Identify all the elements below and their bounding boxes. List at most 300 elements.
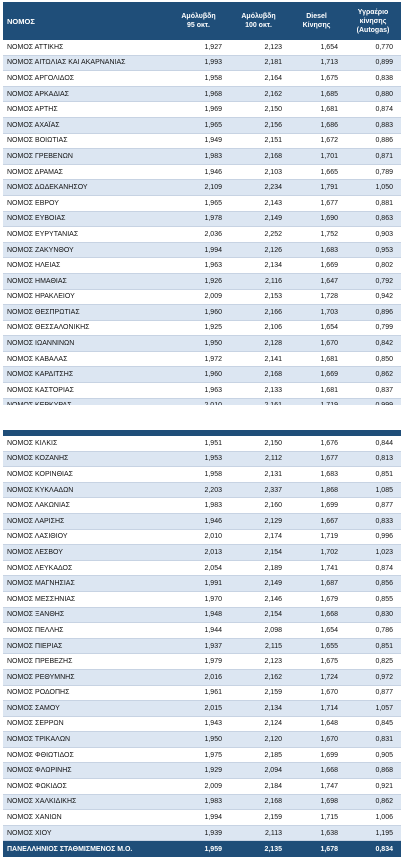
cell-autogas: 0,905 [375,751,393,759]
cell-unleaded95: 1,963 [204,386,222,394]
cell-unleaded100: 2,131 [264,470,282,478]
cell-name: ΝΟΜΟΣ ΑΧΑΪΑΣ [7,121,60,129]
cell-unleaded100: 2,168 [264,371,282,379]
table-row [3,748,401,764]
cell-diesel: 1,681 [320,106,338,114]
cell-diesel: 1,791 [320,184,338,192]
cell-name: ΝΟΜΟΣ ΕΥΒΟΙΑΣ [7,215,66,223]
cell-unleaded95: 1,944 [204,626,222,634]
cell-diesel: 1,667 [320,517,338,525]
table-row [3,274,401,290]
cell-autogas: 0,851 [375,642,393,650]
cell-name: ΝΟΜΟΣ ΚΑΡΔΙΤΣΗΣ [7,371,74,379]
cell-diesel: 1,655 [320,642,338,650]
cell-diesel: 1,654 [320,626,338,634]
table-row [3,321,401,337]
header-diesel: Diesel Κίνησης [302,13,331,29]
header-name: ΝΟΜΟΣ [7,16,35,26]
cell-unleaded95: 1,943 [204,720,222,728]
cell-autogas: 0,877 [375,689,393,697]
cell-name: ΝΟΜΟΣ ΒΟΙΩΤΙΑΣ [7,137,68,145]
cell-unleaded95: 1,963 [204,262,222,270]
cell-autogas: 0,850 [375,355,393,363]
total-autogas: 0,834 [375,845,393,853]
cell-unleaded100: 2,123 [264,658,282,666]
cell-diesel: 1,701 [320,152,338,160]
cell-autogas: 0,770 [375,43,393,51]
cell-diesel: 1,715 [320,814,338,822]
cell-autogas: 0,802 [375,262,393,270]
cell-unleaded100: 2,134 [264,704,282,712]
cell-name: ΝΟΜΟΣ ΛΑΣΙΘΙΟΥ [7,533,68,541]
cell-unleaded95: 2,054 [204,564,222,572]
table-row [3,180,401,196]
cell-name: ΝΟΜΟΣ ΕΥΡΥΤΑΝΙΑΣ [7,230,79,238]
cell-name: ΝΟΜΟΣ ΣΕΡΡΩΝ [7,720,64,728]
cell-unleaded95: 1,953 [204,455,222,463]
cell-unleaded100: 2,252 [264,230,282,238]
cell-unleaded100: 2,164 [264,74,282,82]
cell-unleaded100: 2,134 [264,262,282,270]
table-header [3,2,401,40]
cell-autogas: 0,855 [375,595,393,603]
cell-unleaded100: 2,160 [264,502,282,510]
cell-name: ΝΟΜΟΣ ΗΛΕΙΑΣ [7,262,61,270]
cell-unleaded100: 2,159 [264,689,282,697]
cell-autogas: 0,921 [375,782,393,790]
cell-unleaded95: 1,979 [204,658,222,666]
cell-name: ΝΟΜΟΣ ΑΡΚΑΔΙΑΣ [7,90,69,98]
cell-autogas: 0,942 [375,293,393,301]
cell-unleaded95: 1,965 [204,121,222,129]
cell-unleaded100: 2,154 [264,611,282,619]
cell-name: ΝΟΜΟΣ ΛΕΣΒΟΥ [7,548,63,556]
cell-unleaded95: 1,946 [204,168,222,176]
table-row [3,670,401,686]
table-row [3,196,401,212]
cell-name: ΝΟΜΟΣ ΚΙΛΚΙΣ [7,439,58,447]
cell-autogas: 0,871 [375,152,393,160]
cell-name: ΝΟΜΟΣ ΠΙΕΡΙΑΣ [7,642,63,650]
table-row [3,336,401,352]
cell-diesel: 1,683 [320,246,338,254]
cell-diesel: 1,683 [320,470,338,478]
cell-autogas: 0,868 [375,767,393,775]
cell-unleaded95: 1,946 [204,517,222,525]
cell-unleaded100: 2,124 [264,720,282,728]
cell-unleaded100: 2,120 [264,736,282,744]
table-body-2 [3,436,401,841]
cell-diesel: 1,747 [320,782,338,790]
cell-unleaded95: 1,939 [204,829,222,837]
cell-unleaded100: 2,133 [264,386,282,394]
cell-name: ΝΟΜΟΣ ΑΤΤΙΚΗΣ [7,43,64,51]
table-row [3,561,401,577]
cell-name: ΝΟΜΟΣ ΛΑΚΩΝΙΑΣ [7,502,70,510]
cell-unleaded100: 2,149 [264,580,282,588]
cell-name: ΝΟΜΟΣ ΙΩΑΝΝΙΝΩΝ [7,340,75,348]
cell-diesel: 1,724 [320,673,338,681]
cell-name: ΝΟΜΟΣ ΛΕΥΚΑΔΟΣ [7,564,73,572]
cell-name: ΝΟΜΟΣ ΧΑΝΙΩΝ [7,814,62,822]
total-unleaded100: 2,135 [264,845,282,853]
table-row [3,608,401,624]
fuel-prices-table-1 [3,2,401,430]
table-row [3,623,401,639]
cell-unleaded95: 2,109 [204,184,222,192]
cell-autogas: 0,881 [375,199,393,207]
cell-name: ΝΟΜΟΣ ΦΘΙΩΤΙΔΟΣ [7,751,74,759]
cell-name: ΝΟΜΟΣ ΚΟΖΑΝΗΣ [7,455,69,463]
cell-unleaded95: 1,994 [204,814,222,822]
table-row [3,40,401,56]
cell-unleaded95: 1,950 [204,736,222,744]
cell-unleaded100: 2,106 [264,324,282,332]
cell-unleaded100: 2,181 [264,59,282,67]
cell-name: ΝΟΜΟΣ ΓΡΕΒΕΝΩΝ [7,152,73,160]
cell-name: ΝΟΜΟΣ ΜΕΣΣΗΝΙΑΣ [7,595,76,603]
table-row [3,452,401,468]
cell-name: ΝΟΜΟΣ ΘΕΣΠΡΩΤΙΑΣ [7,308,80,316]
cell-unleaded100: 2,337 [264,486,282,494]
cell-diesel: 1,698 [320,798,338,806]
cell-autogas: 0,789 [375,168,393,176]
cell-unleaded100: 2,162 [264,90,282,98]
cell-diesel: 1,719 [320,533,338,541]
cell-diesel: 1,648 [320,720,338,728]
table-row [3,134,401,150]
cell-autogas: 0,863 [375,215,393,223]
cell-autogas: 0,842 [375,340,393,348]
cell-unleaded95: 2,015 [204,704,222,712]
cell-unleaded100: 2,098 [264,626,282,634]
cell-diesel: 1,681 [320,386,338,394]
cell-unleaded100: 2,153 [264,293,282,301]
cell-unleaded95: 1,948 [204,611,222,619]
cell-diesel: 1,702 [320,548,338,556]
table-row [3,686,401,702]
cell-name: ΝΟΜΟΣ ΠΡΕΒΕΖΗΣ [7,658,73,666]
cell-autogas: 0,799 [375,324,393,332]
cell-name: ΝΟΜΟΣ ΤΡΙΚΑΛΩΝ [7,736,71,744]
cell-autogas: 0,792 [375,277,393,285]
cell-name: ΝΟΜΟΣ ΦΛΩΡΙΝΗΣ [7,767,72,775]
table-row [3,258,401,274]
cell-diesel: 1,752 [320,230,338,238]
cell-autogas: 0,874 [375,564,393,572]
cell-diesel: 1,670 [320,689,338,697]
cell-unleaded95: 2,009 [204,293,222,301]
cell-autogas: 0,903 [375,230,393,238]
cell-diesel: 1,638 [320,829,338,837]
cell-diesel: 1,741 [320,564,338,572]
cell-unleaded95: 2,016 [204,673,222,681]
cell-diesel: 1,713 [320,59,338,67]
cell-name: ΝΟΜΟΣ ΜΑΓΝΗΣΙΑΣ [7,580,75,588]
cell-unleaded100: 2,141 [264,355,282,363]
table-row [3,483,401,499]
cell-unleaded95: 1,968 [204,90,222,98]
cell-unleaded95: 1,969 [204,106,222,114]
cell-diesel: 1,679 [320,595,338,603]
cell-diesel: 1,675 [320,658,338,666]
header-unleaded95: Αμόλυβδη 95 οκτ. [181,13,216,29]
cell-unleaded100: 2,150 [264,106,282,114]
cell-name: ΝΟΜΟΣ ΘΕΣΣΑΛΟΝΙΚΗΣ [7,324,90,332]
cell-name: ΝΟΜΟΣ ΑΡΤΗΣ [7,106,58,114]
cell-autogas: 0,845 [375,720,393,728]
cell-autogas: 0,833 [375,517,393,525]
table-row [3,352,401,368]
cell-unleaded95: 1,994 [204,246,222,254]
table-row [3,592,401,608]
cell-diesel: 1,672 [320,137,338,145]
cell-diesel: 1,669 [320,262,338,270]
cell-unleaded95: 1,949 [204,137,222,145]
cell-diesel: 1,676 [320,439,338,447]
table-row [3,305,401,321]
cell-unleaded95: 1,927 [204,43,222,51]
total-diesel: 1,678 [320,845,338,853]
cell-unleaded95: 1,951 [204,439,222,447]
cell-name: ΝΟΜΟΣ ΦΩΚΙΔΟΣ [7,782,67,790]
cell-name: ΝΟΜΟΣ ΣΑΜΟΥ [7,704,60,712]
cell-unleaded100: 2,128 [264,340,282,348]
header-autogas: Υγραέριο κίνησης (Autogas) [356,8,390,34]
cell-autogas: 1,085 [375,486,393,494]
cell-diesel: 1,647 [320,277,338,285]
cell-unleaded100: 2,126 [264,246,282,254]
cell-autogas: 0,972 [375,673,393,681]
cell-unleaded100: 2,185 [264,751,282,759]
cell-unleaded100: 2,159 [264,814,282,822]
table-row [3,514,401,530]
cell-autogas: 0,862 [375,371,393,379]
cell-name: ΝΟΜΟΣ ΗΜΑΘΙΑΣ [7,277,67,285]
table-row [3,795,401,811]
cell-diesel: 1,681 [320,355,338,363]
cell-name: ΝΟΜΟΣ ΠΕΛΛΗΣ [7,626,64,634]
cell-name: ΝΟΜΟΣ ΑΡΓΟΛΙΔΟΣ [7,74,75,82]
table-row [3,56,401,72]
cell-name: ΝΟΜΟΣ ΗΡΑΚΛΕΙΟΥ [7,293,75,301]
cell-diesel: 1,670 [320,340,338,348]
cell-name: ΝΟΜΟΣ ΧΑΛΚΙΔΙΚΗΣ [7,798,77,806]
cell-diesel: 1,685 [320,90,338,98]
cell-name: ΝΟΜΟΣ ΡΟΔΟΠΗΣ [7,689,70,697]
table-row [3,436,401,452]
cell-autogas: 0,896 [375,308,393,316]
table-row [3,530,401,546]
cell-diesel: 1,675 [320,74,338,82]
cell-unleaded95: 1,978 [204,215,222,223]
cell-unleaded95: 2,009 [204,782,222,790]
cell-diesel: 1,654 [320,324,338,332]
cell-autogas: 1,195 [375,829,393,837]
cell-name: ΝΟΜΟΣ ΑΙΤΩΛΙΑΣ ΚΑΙ ΑΚΑΡΝΑΝΙΑΣ [7,59,126,67]
cell-name: ΝΟΜΟΣ ΚΥΚΛΑΔΩΝ [7,486,74,494]
table-row [3,383,401,399]
cell-unleaded95: 1,983 [204,502,222,510]
cell-unleaded100: 2,115 [265,642,282,650]
cell-unleaded100: 2,116 [265,277,282,285]
cell-diesel: 1,868 [320,486,338,494]
table-row [3,545,401,561]
table-body-1 [3,40,401,430]
table-row [3,149,401,165]
cell-unleaded100: 2,184 [264,782,282,790]
cell-name: ΝΟΜΟΣ ΡΕΘΥΜΝΗΣ [7,673,75,681]
cell-name: ΝΟΜΟΣ ΞΑΝΘΗΣ [7,611,65,619]
cell-autogas: 0,996 [375,533,393,541]
cell-unleaded100: 2,150 [264,439,282,447]
cell-unleaded100: 2,168 [264,798,282,806]
cell-autogas: 0,883 [375,121,393,129]
table-row [3,639,401,655]
cell-diesel: 1,699 [320,502,338,510]
cell-diesel: 1,670 [320,736,338,744]
cell-autogas: 0,851 [375,470,393,478]
table-row [3,290,401,306]
table-row [3,654,401,670]
table-row [3,779,401,795]
cell-unleaded100: 2,129 [264,517,282,525]
cell-unleaded100: 2,156 [264,121,282,129]
cell-name: ΝΟΜΟΣ ΛΑΡΙΣΗΣ [7,517,65,525]
cell-unleaded100: 2,151 [264,137,282,145]
cell-unleaded100: 2,146 [264,595,282,603]
cell-unleaded95: 1,991 [204,580,222,588]
cell-unleaded100: 2,162 [264,673,282,681]
cell-unleaded95: 1,929 [204,767,222,775]
table-row [3,367,401,383]
cell-autogas: 0,830 [375,611,393,619]
cell-autogas: 0,886 [375,137,393,145]
table-row [3,87,401,103]
cell-diesel: 1,668 [320,611,338,619]
cell-unleaded95: 1,965 [204,199,222,207]
cell-unleaded100: 2,149 [264,215,282,223]
total-unleaded95: 1,959 [204,845,222,853]
cell-diesel: 1,703 [320,308,338,316]
cell-autogas: 1,023 [375,548,393,556]
table-row [3,763,401,779]
cell-diesel: 1,669 [320,371,338,379]
cell-name: ΝΟΜΟΣ ΚΟΡΙΝΘΙΑΣ [7,470,74,478]
cell-diesel: 1,690 [320,215,338,223]
cell-unleaded100: 2,112 [265,455,282,463]
cell-unleaded95: 1,970 [204,595,222,603]
cell-autogas: 0,953 [375,246,393,254]
cell-unleaded95: 1,983 [204,152,222,160]
cell-diesel: 1,665 [320,168,338,176]
cell-unleaded95: 1,961 [204,689,222,697]
cell-autogas: 1,006 [375,814,393,822]
table-row [3,165,401,181]
table-row [3,212,401,228]
cell-unleaded100: 2,103 [264,168,282,176]
cell-autogas: 0,844 [375,439,393,447]
cell-unleaded95: 2,013 [204,548,222,556]
cell-diesel: 1,677 [320,199,338,207]
page-gap [3,405,401,430]
table-row [3,717,401,733]
cell-name: ΝΟΜΟΣ ΚΑΒΑΛΑΣ [7,355,68,363]
cell-diesel: 1,654 [320,43,338,51]
cell-diesel: 1,728 [320,293,338,301]
table-row [3,826,401,842]
cell-autogas: 0,825 [375,658,393,666]
cell-name: ΝΟΜΟΣ ΔΡΑΜΑΣ [7,168,63,176]
cell-autogas: 0,813 [375,455,393,463]
cell-diesel: 1,686 [320,121,338,129]
table-row [3,102,401,118]
cell-diesel: 1,668 [320,767,338,775]
cell-unleaded95: 1,950 [204,340,222,348]
cell-autogas: 0,880 [375,90,393,98]
total-row [3,841,401,857]
cell-unleaded100: 2,189 [264,564,282,572]
cell-unleaded95: 2,036 [204,230,222,238]
table-row [3,227,401,243]
cell-unleaded100: 2,143 [264,199,282,207]
header-unleaded100: Αμόλυβδη 100 οκτ. [241,13,276,29]
table-row [3,732,401,748]
cell-autogas: 0,862 [375,798,393,806]
fuel-prices-table-2 [3,436,401,857]
table-row [3,71,401,87]
table-row [3,498,401,514]
cell-name: ΝΟΜΟΣ ΧΙΟΥ [7,829,52,837]
cell-unleaded95: 1,958 [204,470,222,478]
table-row [3,810,401,826]
table-row [3,467,401,483]
cell-diesel: 1,687 [320,580,338,588]
cell-autogas: 0,877 [375,502,393,510]
cell-unleaded95: 2,010 [204,533,222,541]
cell-unleaded100: 2,234 [264,184,282,192]
cell-unleaded95: 1,983 [204,798,222,806]
total-label: ΠΑΝΕΛΛΗΝΙΟΣ ΣΤΑΘΜΙΣΜΕΝΟΣ Μ.Ο. [7,845,133,853]
cell-unleaded100: 2,154 [264,548,282,556]
cell-autogas: 0,786 [375,626,393,634]
cell-diesel: 1,699 [320,751,338,759]
table-row [3,576,401,592]
cell-autogas: 1,057 [375,704,393,712]
cell-unleaded100: 2,113 [265,829,282,837]
cell-name: ΝΟΜΟΣ ΚΑΣΤΟΡΙΑΣ [7,386,74,394]
cell-unleaded95: 1,972 [204,355,222,363]
table-row [3,243,401,259]
cell-unleaded95: 1,960 [204,371,222,379]
cell-unleaded95: 1,960 [204,308,222,316]
cell-autogas: 0,874 [375,106,393,114]
cell-unleaded95: 1,926 [204,277,222,285]
cell-unleaded95: 2,203 [204,486,222,494]
cell-diesel: 1,714 [320,704,338,712]
cell-unleaded100: 2,166 [264,308,282,316]
cell-autogas: 1,050 [375,184,393,192]
cell-autogas: 0,831 [375,736,393,744]
cell-unleaded95: 1,937 [204,642,222,650]
cell-name: ΝΟΜΟΣ ΖΑΚΥΝΘΟΥ [7,246,74,254]
cell-autogas: 0,899 [375,59,393,67]
cell-unleaded95: 1,993 [204,59,222,67]
cell-unleaded95: 1,975 [204,751,222,759]
cell-unleaded100: 2,174 [264,533,282,541]
cell-autogas: 0,837 [375,386,393,394]
cell-unleaded100: 2,123 [264,43,282,51]
